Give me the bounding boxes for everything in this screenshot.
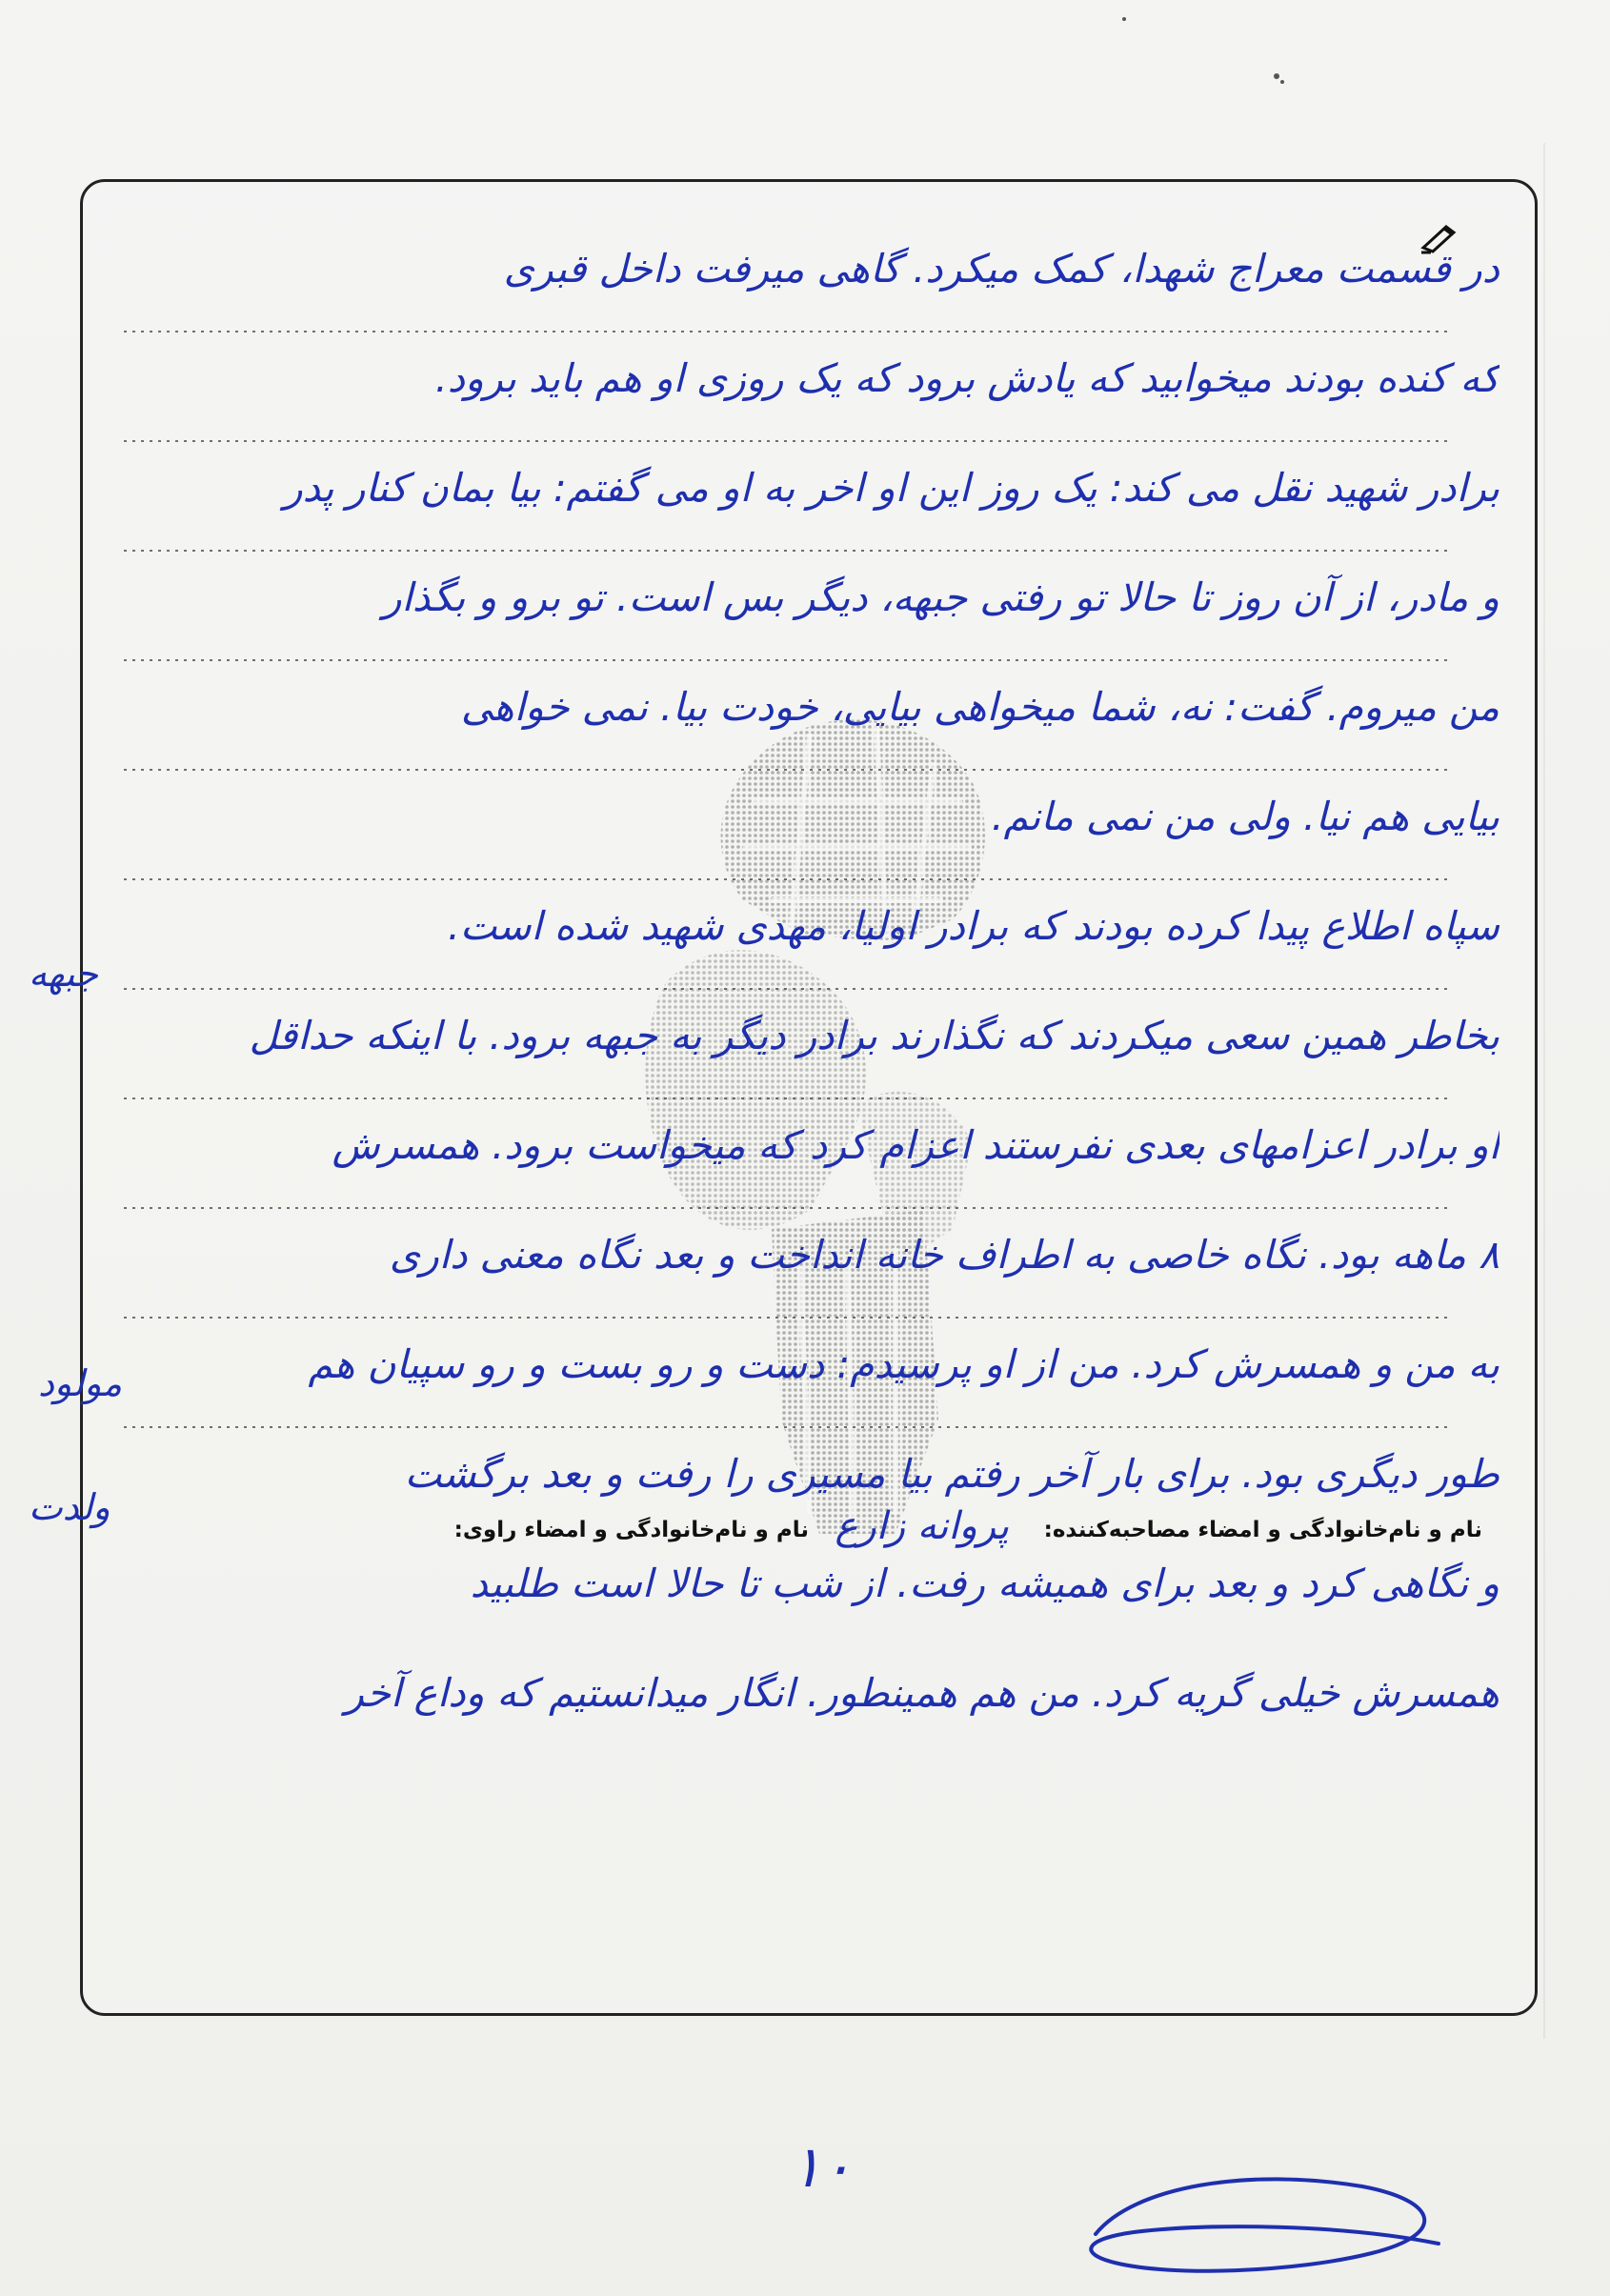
handwritten-line: ۸ ماهه بود. نگاه خاصی به اطراف خانه انداخت و بعد نگاه معنی داری	[389, 1232, 1499, 1278]
handwritten-line: طور دیگری بود. برای بار آخر رفتم بیا مسیری را رفت و بعد برگشت	[404, 1451, 1499, 1497]
handwritten-line: و مادر، از آن روز تا حالا تو رفتی جبهه، دیگر بس است. تو برو و بگذار	[382, 574, 1499, 620]
signature-mark	[1057, 2148, 1458, 2291]
handwritten-line: بخاطر همین سعی میکردند که نگذارند برادر دیگر به جبهه برود. با اینکه حداقل	[249, 1013, 1499, 1058]
margin-note: جبهه	[29, 953, 98, 995]
handwritten-line: او برادر اعزامهای بعدی نفرستند اعزام کرد که میخواست برود. همسرش	[332, 1122, 1499, 1168]
handwritten-line: بیایی هم نیا. ولی من نمی مانم.	[991, 794, 1499, 839]
margin-note: مولود	[38, 1362, 123, 1404]
narrator-label: نام و نام‌خانوادگی و امضاء راوی:	[453, 1518, 809, 1542]
handwritten-line: برادر شهید نقل می کند: یک روز این او اخر به او می گفتم: بیا بمان کنار پدر	[283, 465, 1499, 511]
margin-note: ولدت	[29, 1486, 111, 1528]
handwritten-line: سپاه اطلاع پیدا کرده بودند که برادر اولیا، مهدی شهید شده است.	[447, 903, 1499, 949]
handwritten-line: و نگاهی کرد و بعد برای همیشه رفت. از شب تا حالا است طلبید	[470, 1561, 1499, 1606]
staple-marks	[0, 0, 1610, 152]
handwritten-line: در قسمت معراج شهدا، کمک میکرد. گاهی میرفت داخل قبری	[503, 246, 1499, 292]
interviewer-name: پروانه زارع	[835, 1504, 1009, 1548]
handwritten-line: همسرش خیلی گریه کرد. من هم همینطور. انگار میدانستیم که وداع آخر	[345, 1670, 1499, 1716]
interviewer-label: نام و نام‌خانوادگی و امضاء مصاحبه‌کننده:	[1043, 1518, 1482, 1542]
page-number: ۱۰	[791, 2134, 853, 2201]
handwritten-line: من میروم. گفت: نه، شما میخواهی بیایی، خودت بیا. نمی خواهی	[460, 684, 1499, 730]
handwritten-line: به من و همسرش کرد. من از او پرسیدم: دست و رو بست و رو سپیان هم	[308, 1341, 1499, 1387]
handwritten-line: که کنده بودند میخوابید که یادش برود که یک روزی او هم باید برود.	[434, 355, 1499, 401]
